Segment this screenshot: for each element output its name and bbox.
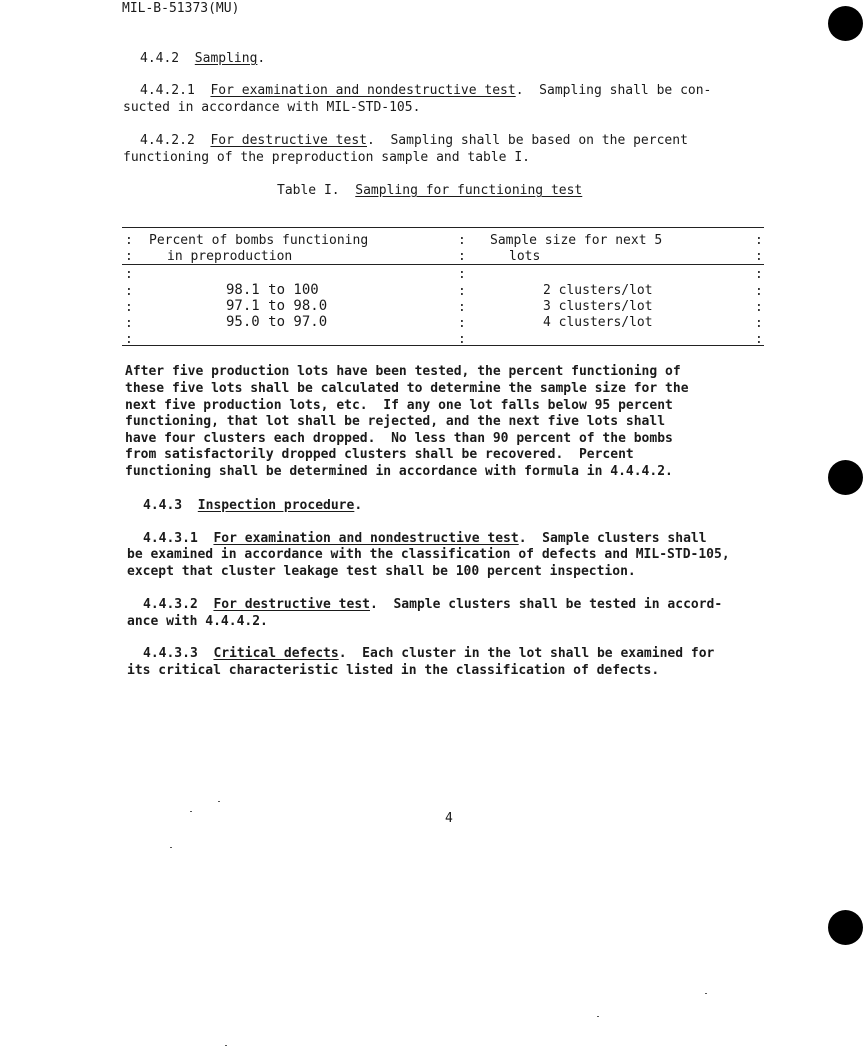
after-table-line: functioning, that lot shall be rejected, and the next five lots shall <box>125 414 666 429</box>
section-number: 4.4.3.2 <box>143 597 198 612</box>
after-table-line: next five production lots, etc. If any one lot falls below 95 percent <box>125 398 673 413</box>
table-colon: : <box>458 300 466 315</box>
section-4-4-2-2-line-2: functioning of the preproduction sample and table I. <box>123 150 530 165</box>
section-number: 4.4.3 <box>143 498 183 513</box>
scan-speck <box>170 847 172 848</box>
after-table-line: After five production lots have been tested, the percent functioning of <box>125 364 681 379</box>
table-bottom-rule <box>122 345 764 346</box>
table-colon: : <box>458 316 466 331</box>
scan-speck <box>705 993 707 994</box>
page-number: 4 <box>445 811 453 826</box>
table-colon: : <box>125 316 133 331</box>
table-header-col2-line1: Sample size for next 5 <box>490 233 663 248</box>
section-title: For examination and nondestructive test <box>213 531 519 546</box>
table-header-col2-line2: lots <box>509 249 541 264</box>
table-colon: : <box>125 284 133 299</box>
table-cell-percent: 98.1 to 100 <box>226 282 319 298</box>
table-cell-percent: 97.1 to 98.0 <box>226 298 328 314</box>
scan-speck <box>597 1016 599 1017</box>
scan-speck <box>225 1045 227 1046</box>
section-4-4-3-2-line-1: 4.4.3.2 For destructive test. Sample clusters shall be tested in accord- <box>143 597 723 612</box>
table-cell-percent: 95.0 to 97.0 <box>226 314 328 330</box>
section-number: 4.4.2.1 <box>140 83 195 98</box>
table-header-col1-line1: Percent of bombs functioning <box>149 233 369 248</box>
table-colon: : <box>755 316 763 331</box>
table-colon: : <box>755 233 763 248</box>
after-table-line: these five lots shall be calculated to determine the sample size for the <box>125 381 689 396</box>
after-table-line: have four clusters each dropped. No less than 90 percent of the bombs <box>125 431 673 446</box>
table-cell-sample: 3 clusters/lot <box>543 299 653 314</box>
scan-speck <box>190 811 192 812</box>
section-4-4-3-3-line-2: its critical characteristic listed in the classification of defects. <box>127 663 660 678</box>
table-colon: : <box>125 249 133 264</box>
scan-speck <box>218 801 220 802</box>
table-colon: : <box>755 300 763 315</box>
section-4-4-3-1-line-2: be examined in accordance with the classification of defects and MIL-STD-105, <box>127 547 730 562</box>
section-4-4-3-1-line-1: 4.4.3.1 For examination and nondestructive test. Sample clusters shall <box>143 531 707 546</box>
table-caption-title: Sampling for functioning test <box>355 183 583 198</box>
table-caption: Table I. Sampling for functioning test <box>277 183 583 198</box>
punch-hole-middle <box>828 460 863 495</box>
section-number: 4.4.3.1 <box>143 531 198 546</box>
table-colon: : <box>125 267 133 282</box>
section-4-4-3-3-line-1: 4.4.3.3 Critical defects. Each cluster in the lot shall be examined for <box>143 646 715 661</box>
section-number: 4.4.2 <box>140 51 180 66</box>
table-colon: : <box>125 233 133 248</box>
section-4-4-2-heading: 4.4.2 Sampling. <box>140 51 266 66</box>
section-number: 4.4.2.2 <box>140 133 195 148</box>
section-title: Critical defects <box>213 646 339 661</box>
table-colon: : <box>458 267 466 282</box>
section-4-4-3-heading: 4.4.3 Inspection procedure. <box>143 498 363 513</box>
section-4-4-3-1-line-3: except that cluster leakage test shall be 100 percent inspection. <box>127 564 636 579</box>
table-cell-sample: 4 clusters/lot <box>543 315 653 330</box>
section-title: For destructive test <box>213 597 370 612</box>
table-colon: : <box>125 300 133 315</box>
table-colon: : <box>458 249 466 264</box>
table-colon: : <box>755 267 763 282</box>
punch-hole-top <box>828 6 863 41</box>
document-id-header: MIL-B-51373(MU) <box>122 1 240 16</box>
table-colon: : <box>125 332 133 347</box>
section-4-4-2-2-line-1: 4.4.2.2 For destructive test. Sampling shall be based on the percent <box>140 133 688 148</box>
section-4-4-3-2-line-2: ance with 4.4.4.2. <box>127 614 268 629</box>
table-colon: : <box>755 284 763 299</box>
after-table-line: from satisfactorily dropped clusters shall be recovered. Percent <box>125 447 634 462</box>
section-title: Sampling <box>194 51 258 66</box>
table-colon: : <box>755 249 763 264</box>
punch-hole-bottom <box>828 910 863 945</box>
table-colon: : <box>458 284 466 299</box>
section-title: Inspection procedure <box>197 498 355 513</box>
section-title: For destructive test <box>210 133 367 148</box>
table-colon: : <box>755 332 763 347</box>
table-colon: : <box>458 233 466 248</box>
after-table-line: functioning shall be determined in accordance with formula in 4.4.4.2. <box>125 464 673 479</box>
section-4-4-2-1-line-1: 4.4.2.1 For examination and nondestructive test. Sampling shall be con- <box>140 83 712 98</box>
table-colon: : <box>458 332 466 347</box>
section-4-4-2-1-line-2: sucted in accordance with MIL-STD-105. <box>123 100 421 115</box>
table-top-rule <box>122 227 764 228</box>
section-title: For examination and nondestructive test <box>210 83 516 98</box>
section-number: 4.4.3.3 <box>143 646 198 661</box>
table-cell-sample: 2 clusters/lot <box>543 283 653 298</box>
table-header-col1-line2: in preproduction <box>167 249 293 264</box>
